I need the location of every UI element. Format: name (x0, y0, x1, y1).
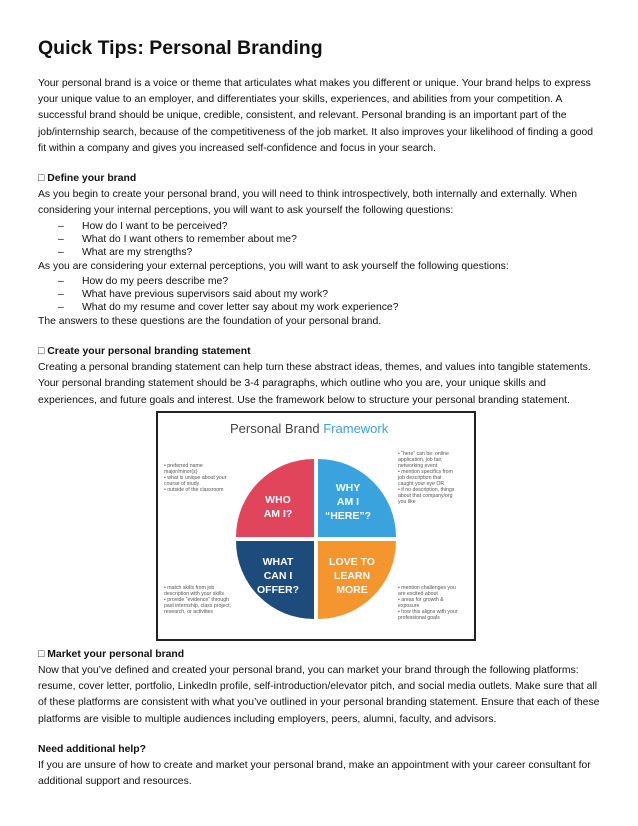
note-line: you like (398, 498, 416, 505)
note-line: • provide “evidence” through (164, 596, 229, 603)
note-line: professional goals (398, 614, 440, 621)
note-line: • if no description, things (398, 486, 455, 493)
note-line: • areas for growth & (398, 596, 444, 603)
list-item: – What do I want others to remember about me? (58, 233, 297, 245)
what-label: OFFER? (257, 583, 299, 596)
section-help-heading: Need additional help? (38, 743, 146, 755)
note-line: • outside of the classroom (164, 486, 224, 493)
list-item: – What do my resume and cover letter say about my work experience? (58, 301, 399, 313)
section-market-heading: □ Market your personal brand (38, 648, 185, 660)
intro-paragraph: Your personal brand is a voice or theme that articulates what makes you different or unique. Your brand helps to express your unique value to an employer, and differentiates your skills, experiences, and abilities from your competition. A successful brand should be unique, credible, consistent, and relevant. Personal branding is an important part of the job/internship search, because of the competitiveness of the job market. It also improves your likelihood of finding a good fit within a company and gives you increased self-confidence and focus in your search. (38, 78, 594, 154)
note-line: past internship, class project, (164, 602, 231, 609)
why-label: WHY (335, 481, 361, 494)
why-label: “HERE”? (324, 509, 372, 522)
note-line: research, or activities (164, 608, 214, 615)
market-paragraph: Now that you’ve defined and created your personal brand, you can market your brand through the following platforms: resume, cover letter, portfolio, LinkedIn profile, self-introduction/elevator pitch, and social media outlets. Make sure that all of these platforms are consistent with what you’ve outlined in your personal branding statement. Ensure that each of these platforms are visible to multiple audiences including employers, peers, alumni, faculty, and advisors. (38, 665, 600, 725)
what-label: WHAT (262, 555, 294, 568)
note-line: application, job fair, (398, 456, 443, 463)
note-line: are excited about (398, 590, 438, 597)
who-label: AM I? (263, 507, 293, 520)
list-item: – How do I want to be perceived? (58, 220, 228, 232)
internal-questions-list (38, 220, 604, 259)
why-label: AM I (336, 495, 360, 508)
framework-title: Personal Brand Framework (230, 420, 389, 436)
note-line: major/minor(s) (164, 468, 198, 475)
note-line: • match skills from job (164, 584, 215, 591)
external-intro: As you are considering your external perceptions, you will want to ask yourself the following questions: (38, 260, 509, 272)
what-label: CAN I (263, 569, 293, 582)
list-item: – How do my peers describe me? (58, 275, 229, 287)
note-line: • mention challenges you (398, 584, 456, 591)
external-questions-list (38, 275, 604, 314)
note-line: • how this aligns with your (398, 608, 458, 615)
personal-brand-framework-figure (156, 411, 476, 641)
list-item: – What have previous supervisors said about my work? (58, 288, 329, 300)
document-page (38, 36, 604, 790)
checkbox-icon: □ (38, 648, 45, 660)
checkbox-icon: □ (38, 346, 45, 358)
section-define-heading: □ Define your brand (38, 173, 137, 185)
framework-diagram (158, 413, 474, 639)
statement-paragraph: Creating a personal branding statement can help turn these abstract ideas, themes, and values into tangible statements. Your personal branding statement should be 3-4 paragraphs, which outline who you are, your unique skills and experiences, and future goals and interest. Use the framework below to structure your personal branding statement. (38, 362, 591, 406)
love-label: LEARN (333, 569, 371, 582)
love-label: MORE (336, 583, 368, 596)
note-line: • preferred name (164, 462, 203, 469)
note-line: description with your skills (164, 590, 224, 597)
page-title: Quick Tips: Personal Branding (38, 37, 323, 59)
list-item: – What are my strengths? (58, 246, 193, 258)
section-statement-heading: □ Create your personal branding statement (38, 346, 251, 358)
help-paragraph: If you are unsure of how to create and market your personal brand, make an appointment with your career consultant for additional support and resources. (38, 760, 591, 788)
note-line: • what is unique about your (164, 474, 227, 481)
note-line: networking event (398, 462, 438, 469)
note-line: • “here” can be: online (398, 450, 449, 457)
define-closing: The answers to these questions are the foundation of your personal brand. (38, 315, 382, 327)
note-line: course of study (164, 480, 200, 487)
checkbox-icon: □ (38, 173, 45, 185)
note-line: exposure (398, 602, 420, 609)
who-label: WHO (265, 493, 291, 506)
note-line: caught your eye OR (398, 480, 445, 487)
define-intro: As you begin to create your personal brand, you will need to think introspectively, both internally and externally. When considering your internal perceptions, you will want to ask yourself the following questions: (38, 189, 578, 217)
note-line: about that company/org (398, 492, 453, 499)
love-label: LOVE TO (329, 555, 375, 568)
note-line: • mention specifics from (398, 468, 453, 475)
note-line: job description that (398, 474, 442, 481)
